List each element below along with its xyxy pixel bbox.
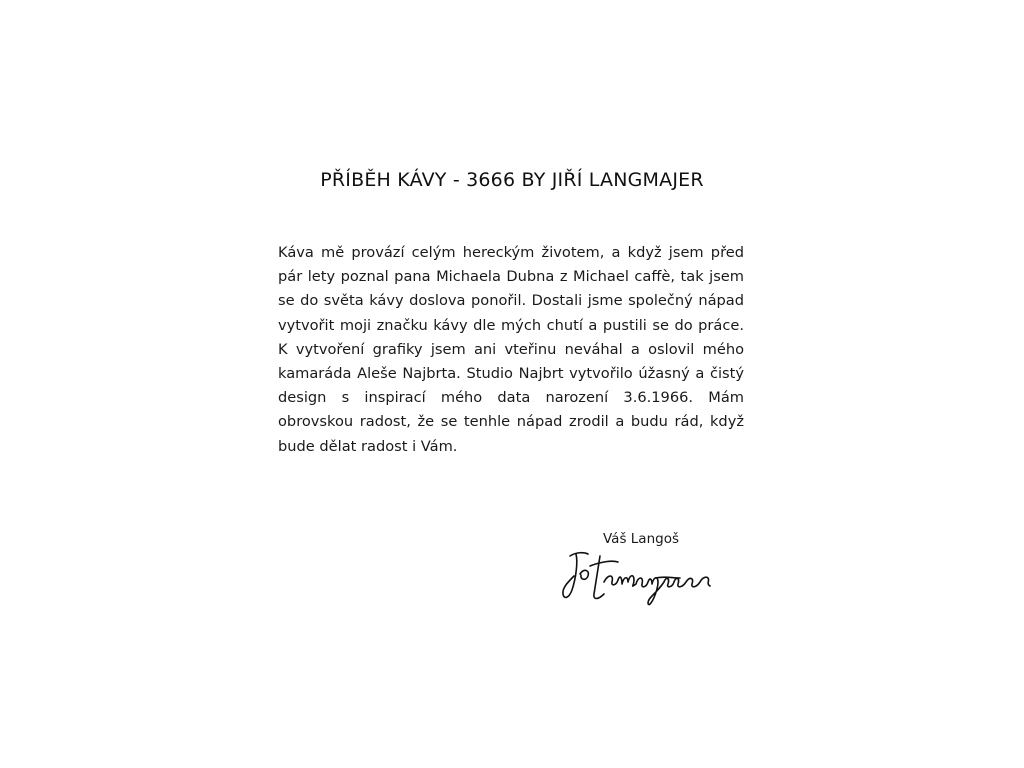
closing-salutation: Váš Langoš (603, 531, 679, 547)
handwritten-signature (560, 548, 716, 608)
story-paragraph: Káva mě provází celým hereckým životem, a když jsem před pár lety poznal pana Michaela Dubna z Michael caffè, tak jsem se do světa kávy doslova ponořil. Dostali jsme společný nápad vytvořit moji značku kávy dle mých chutí a pustili se do práce. K vytvoření grafiky jsem ani vteřinu neváhal a oslovil mého kamaráda Aleše Najbrta. Studio Najbrt vytvořilo úžasný a čistý design s inspirací mého data narození 3.6.1966. Mám obrovskou radost, že se tenhle nápad zrodil a budu rád, když bude dělat radost i Vám. (278, 244, 744, 455)
page-title: PŘÍBĚH KÁVY - 3666 BY JIŘÍ LANGMAJER (320, 169, 704, 191)
